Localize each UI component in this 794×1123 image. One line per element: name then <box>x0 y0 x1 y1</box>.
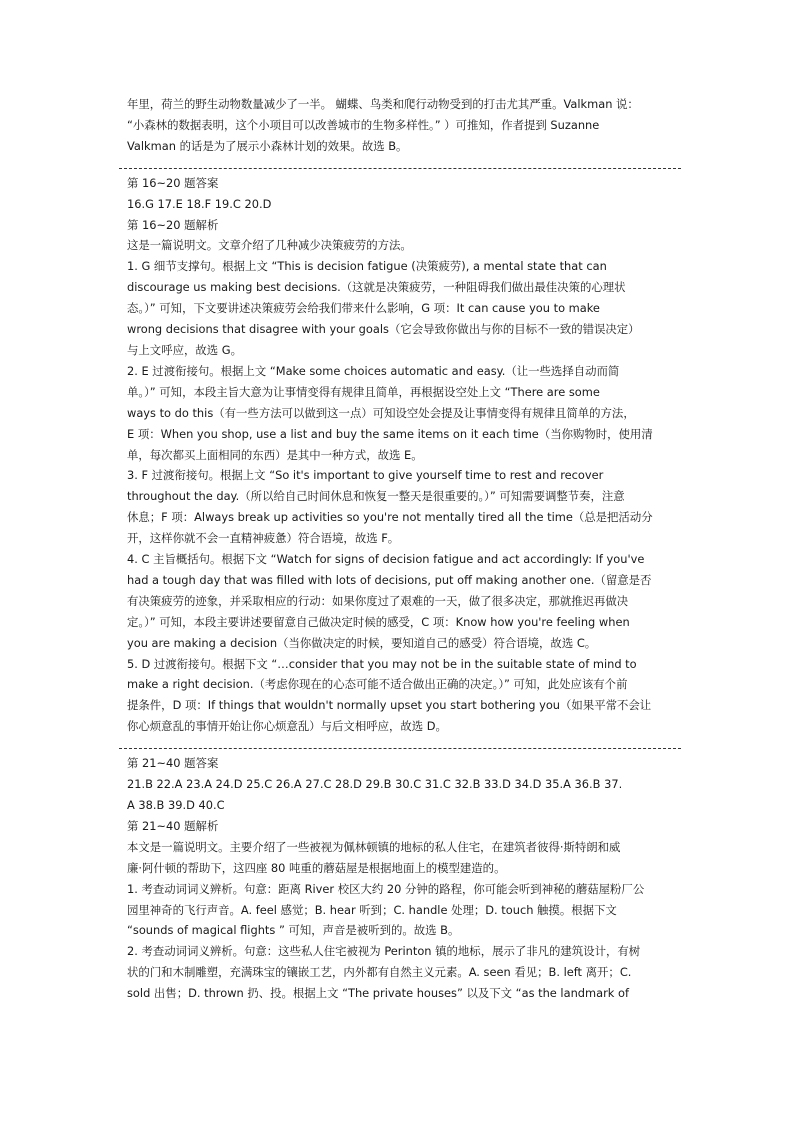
analysis-line: 廉·阿什顿的帮助下，这四座 80 吨重的蘑菇屋是根据地面上的模型建造的。 <box>127 860 506 875</box>
answer-title: 第 21~40 题答案 <box>127 756 219 771</box>
analysis-line: had a tough day that was filled with lots of decisions, put off making another one.（留意是否 <box>127 572 652 587</box>
analysis-line: 1. 考查动词词义辨析。句意：距离 River 校区大约 20 分钟的路程，你可能会听到神秘的蘑菇屋粉厂公 <box>127 881 645 896</box>
answer-list: 16.G 17.E 18.F 19.C 20.D <box>127 196 272 211</box>
analysis-line: 2. 考查动词词义辨析。句意：这些私人住宅被视为 Perinton 镇的地标，展示了非凡的建筑设计，有树 <box>127 944 641 959</box>
analysis-line: 状的门和木制雕塑，充满珠宝的镶嵌工艺，内外都有自然主义元素。A. seen 看见；B. left 离开；C. <box>127 965 632 980</box>
analysis-line: throughout the day.（所以给自己时间休息和恢复一整天是很重要的。）” 可知需要调整节奏，注意 <box>127 489 625 504</box>
intro-paragraph <box>127 94 673 157</box>
analysis-line: 与上文呼应，故选 G。 <box>127 342 242 357</box>
analysis-title: 第 16~20 题解析 <box>127 217 219 232</box>
analysis-line: 你心烦意乱的事情开始让你心烦意乱）与后文相呼应，故选 D。 <box>127 719 447 734</box>
analysis-line: 本文是一篇说明文。主要介绍了一些被视为佩林顿镇的地标的私人住宅，在建筑者彼得·斯特朗和威 <box>127 839 621 854</box>
analysis-line: 园里神奇的飞行声音。A. feel 感觉；B. hear 听到；C. handle 处理；D. touch 触摸。根据下文 <box>127 902 617 917</box>
intro-line: “小森林的数据表明，这个小项目可以改善城市的生物多样性。” ）可推知，作者提到 Suzanne <box>127 117 600 132</box>
intro-line: 年里，荷兰的野生动物数量减少了一半。 蝴蝶、鸟类和爬行动物受到的打击尤其严重。Valkman 说： <box>127 97 639 111</box>
answer-title: 第 16~20 题答案 <box>127 175 219 190</box>
answer-list: 21.B 22.A 23.A 24.D 25.C 26.A 27.C 28.D 29.B 30.C 31.C 32.B 33.D 34.D 35.A 36.B 37. <box>127 777 623 792</box>
analysis-line: 单。）” 可知，本段主旨大意为让事情变得有规律且简单，再根据设空处上文 “There are some <box>127 384 600 399</box>
analysis-line: ways to do this（有一些方法可以做到这一点）可知设空处会提及让事情变得有规律且简单的方法， <box>127 405 635 420</box>
analysis-title: 第 21~40 题解析 <box>127 818 219 833</box>
analysis-line: 2. E 过渡衔接句。根据上文 “Make some choices automatic and easy.（让一些选择自动而简 <box>127 363 620 378</box>
analysis-line: you are making a decision（当你做决定的时候，要知道自己的感受）符合语境，故选 C。 <box>127 635 597 650</box>
analysis-line: 5. D 过渡衔接句。根据下文 “…consider that you may not be in the suitable state of mind to <box>127 656 637 671</box>
dashed-divider <box>119 748 681 749</box>
analysis-line: 单，每次都买上面相同的东西）是其中一种方式，故选 E。 <box>127 447 423 462</box>
dashed-divider <box>119 168 681 169</box>
analysis-line: 开，这样你就不会一直精神疲惫）符合语境，故选 F。 <box>127 531 400 546</box>
section-21-40 <box>127 753 673 1004</box>
analysis-line: E 项：When you shop, use a list and buy the same items on it each time（当你购物时，使用清 <box>127 426 653 441</box>
analysis-line: wrong decisions that disagree with your goals（它会导致你做出与你的目标不一致的错误决定） <box>127 322 640 337</box>
analysis-line: “sounds of magical flights ” 可知，声音是被听到的。故选 B。 <box>127 923 460 938</box>
analysis-line: make a right decision.（考虑你现在的心态可能不适合做出正确的决定。）” 可知，此处应该有个前 <box>127 677 628 692</box>
answer-list: A 38.B 39.D 40.C <box>127 798 225 812</box>
analysis-line: 态。）” 可知，下文要讲述决策疲劳会给我们带来什么影响，G 项：It can cause you to make <box>127 301 600 316</box>
intro-line: Valkman 的话是为了展示小森林计划的效果。故选 B。 <box>127 138 408 153</box>
analysis-line: 有决策疲劳的迹象，并采取相应的行动：如果你度过了艰难的一天，做了很多决定，那就推迟再做决 <box>127 593 629 608</box>
analysis-line: discourage us making best decisions.（这就是决策疲劳，一种阻碍我们做出最佳决策的心理状 <box>127 280 626 295</box>
analysis-line: sold 出售；D. thrown 扔、投。根据上文 “The private houses” 以及下文 “as the landmark of <box>127 986 629 1001</box>
analysis-line: 3. F 过渡衔接句。根据上文 “So it's important to give yourself time to rest and recover <box>127 468 604 483</box>
analysis-line: 4. C 主旨概括句。根据下文 “Watch for signs of decision fatigue and act accordingly: If you've <box>127 552 645 567</box>
analysis-line: 提条件，D 项：If things that wouldn't normally upset you start bothering you（如果平常不会让 <box>127 698 652 713</box>
document-page <box>127 94 673 1004</box>
analysis-line: 休息；F 项：Always break up activities so you're not mentally tired all the time（总是把活动分 <box>127 510 653 525</box>
analysis-line: 这是一篇说明文。文章介绍了几种减少决策疲劳的方法。 <box>127 238 412 253</box>
analysis-line: 定。）” 可知，本段主要讲述要留意自己做决定时候的感受，C 项：Know how you're feeling when <box>127 614 630 629</box>
section-16-20 <box>127 173 673 737</box>
analysis-line: 1. G 细节支撑句。根据上文 “This is decision fatigue (决策疲劳), a mental state that can <box>127 259 607 274</box>
